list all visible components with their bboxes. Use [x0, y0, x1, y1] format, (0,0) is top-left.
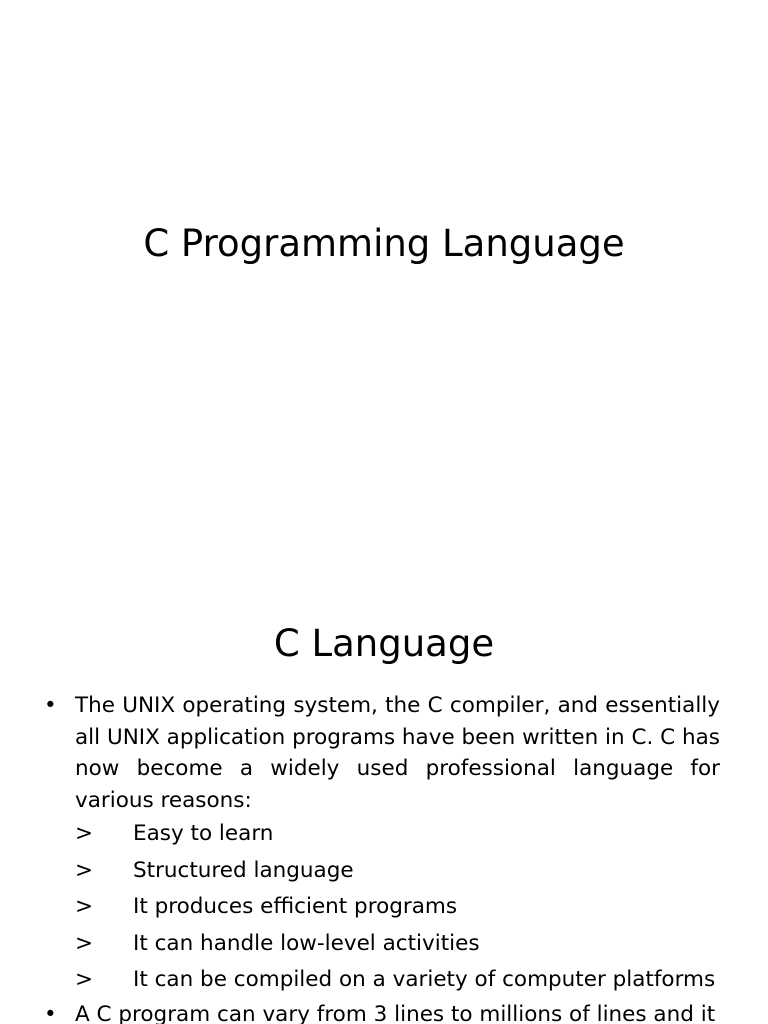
sub-marker: >: [75, 894, 94, 919]
sub-item: [75, 853, 720, 890]
bullet-marker: •: [44, 1001, 57, 1024]
sub-item-text: Structured language: [133, 857, 354, 883]
sub-marker: >: [75, 821, 94, 846]
sub-item: [75, 926, 720, 963]
sub-item: [75, 962, 720, 999]
sub-item: [75, 816, 720, 853]
sub-item: [75, 889, 720, 926]
sub-marker: >: [75, 857, 94, 883]
sub-item-text: It can handle low-level activities: [133, 930, 480, 956]
sub-item-text: It can be compiled on a variety of computer platforms: [133, 967, 716, 992]
bullet-item: [0, 999, 768, 1024]
bullet-marker: •: [44, 693, 57, 718]
slide-heading: C Language: [273, 622, 495, 665]
sub-item-text: Easy to learn: [133, 821, 274, 846]
bullet-item: [0, 690, 768, 999]
slide-title: C Programming Language: [143, 222, 625, 265]
bullet-list: [0, 690, 768, 1024]
sub-marker: >: [75, 967, 94, 992]
sub-list: [75, 816, 720, 999]
bullet-text: A C program can vary from 3 lines to millions of lines and it: [75, 1001, 716, 1024]
sub-marker: >: [75, 930, 94, 956]
bullet-text: The UNIX operating system, the C compiler, and essentially all UNIX application programs have been written in C. C has now become a widely used professional language for various reasons:: [75, 693, 720, 813]
content-slide: [0, 576, 768, 1024]
sub-item-text: It produces efficient programs: [133, 894, 458, 919]
